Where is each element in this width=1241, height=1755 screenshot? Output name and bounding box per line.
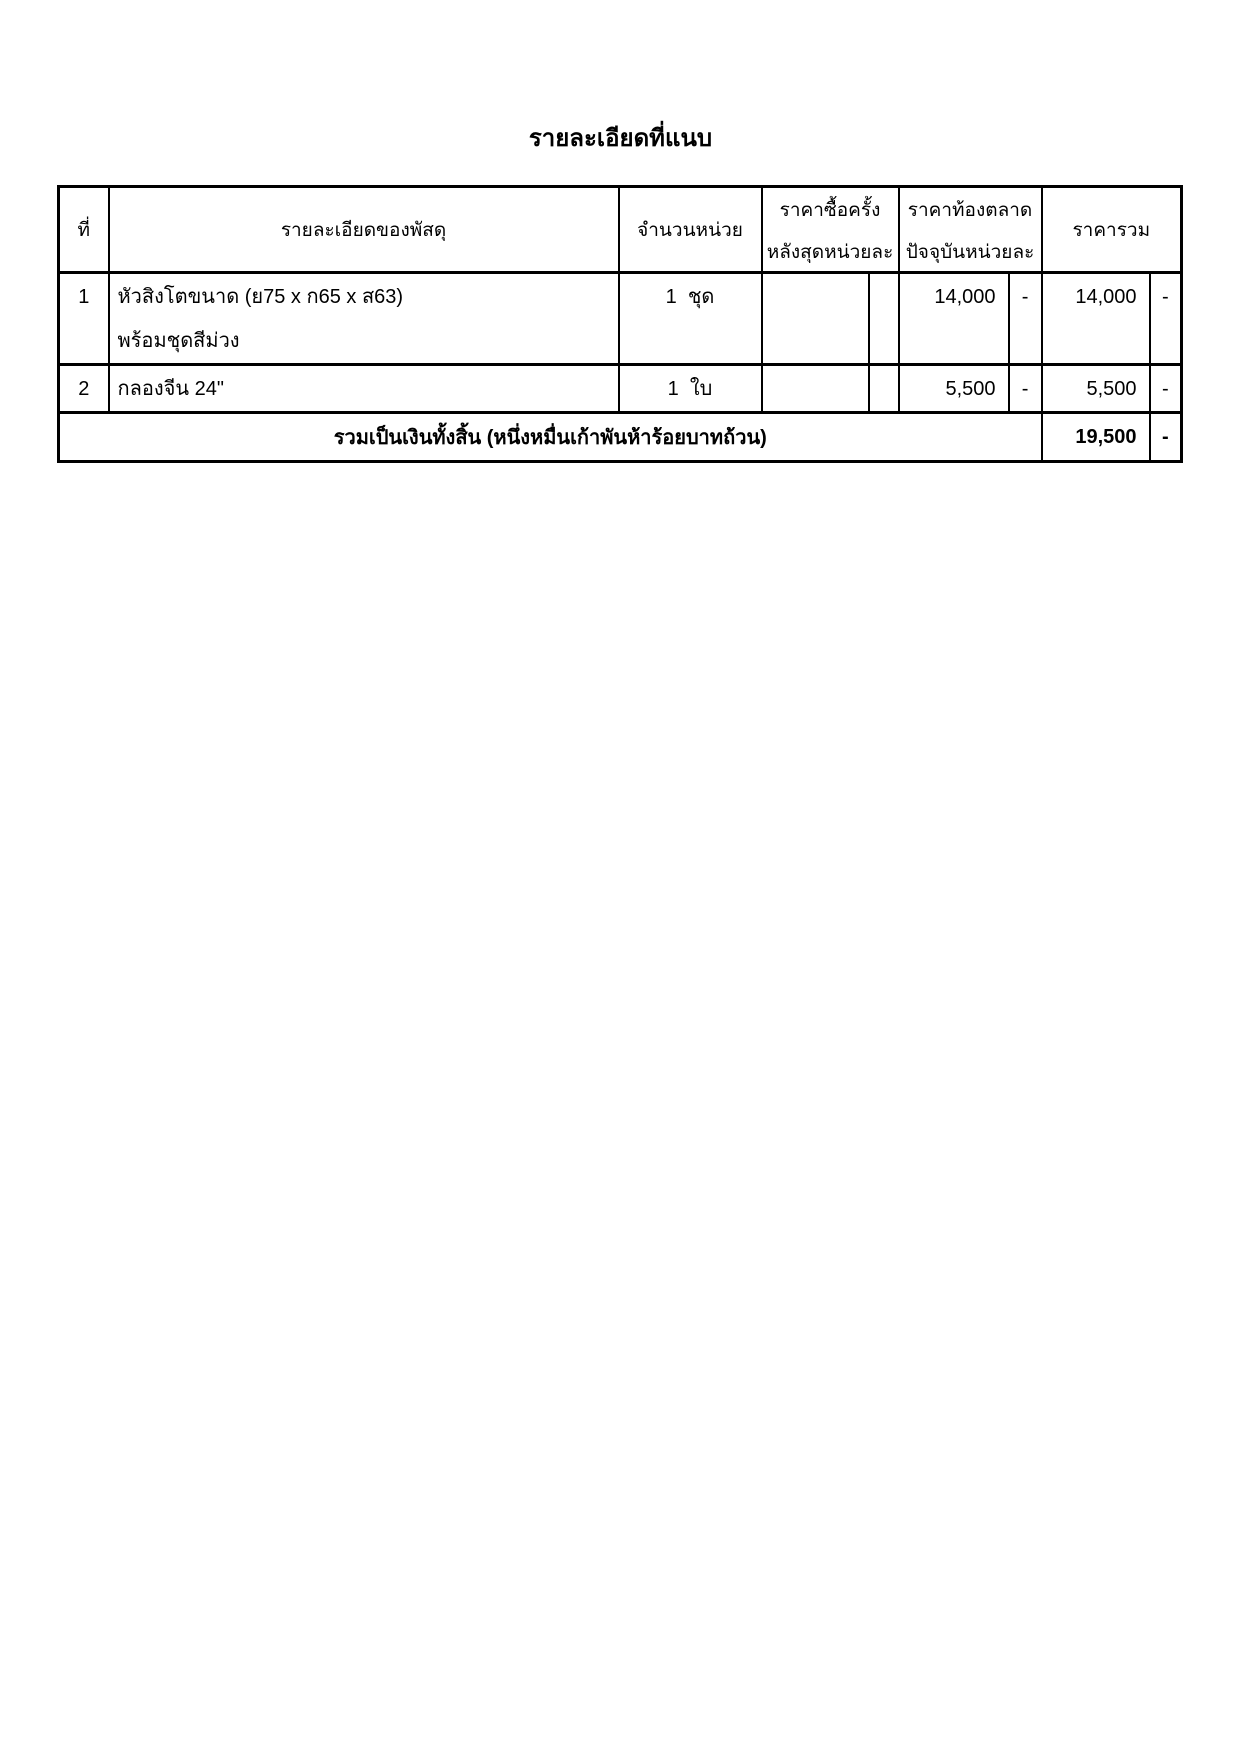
summary-label-cell: รวมเป็นเงินทั้งสิ้น (หนึ่งหมื่นเก้าพันห้าร้อยบาทถ้วน)	[59, 413, 1042, 462]
header-last-purchase-price	[762, 187, 899, 273]
last-purchase-satang-cell	[869, 365, 899, 413]
row-quantity-cell: 1 ใบ	[619, 365, 762, 413]
header-quantity: จำนวนหน่วย	[619, 187, 762, 273]
last-purchase-baht-cell	[762, 273, 869, 365]
market-baht-cell: 14,000	[899, 273, 1009, 365]
total-satang-cell: -	[1150, 273, 1182, 365]
last-purchase-satang-cell	[869, 273, 899, 365]
header-market-price	[899, 187, 1042, 273]
materials-table	[57, 185, 1183, 463]
market-satang-cell: -	[1009, 273, 1042, 365]
total-baht-cell: 5,500	[1042, 365, 1150, 413]
header-description: รายละเอียดของพัสดุ	[109, 187, 619, 273]
header-no: ที่	[59, 187, 109, 273]
header-last-purchase-price-lines	[763, 190, 898, 270]
header-last-purchase-line1: ราคาซื้อครั้ง	[779, 199, 881, 221]
header-last-purchase-line2: หลังสุดหน่วยละ	[766, 241, 894, 263]
description-line-1: กลองจีน 24"	[117, 378, 224, 400]
row-no-cell: 2	[59, 365, 109, 413]
header-market-line1: ราคาท้องตลาด	[907, 199, 1033, 221]
market-satang-cell: -	[1009, 365, 1042, 413]
row-description-cell	[109, 365, 619, 413]
total-satang-cell: -	[1150, 365, 1182, 413]
header-market-line2: ปัจจุบันหน่วยละ	[905, 241, 1035, 263]
summary-row	[59, 413, 1182, 462]
summary-total-baht-cell: 19,500	[1042, 413, 1150, 462]
total-baht-cell: 14,000	[1042, 273, 1150, 365]
table-row	[59, 273, 1182, 365]
table-header-row	[59, 187, 1182, 273]
description-line-2: พร้อมชุดสีม่วง	[117, 330, 240, 352]
description-line-1: หัวสิงโตขนาด (ย75 x ก65 x ส63)	[117, 286, 404, 308]
row-quantity-cell: 1 ชุด	[619, 273, 762, 365]
page-title: รายละเอียดที่แนบ	[528, 125, 713, 152]
header-market-price-lines	[900, 190, 1041, 270]
summary-total-satang-cell: -	[1150, 413, 1182, 462]
row-description-cell	[109, 273, 619, 365]
row-no-cell: 1	[59, 273, 109, 365]
market-baht-cell: 5,500	[899, 365, 1009, 413]
last-purchase-baht-cell	[762, 365, 869, 413]
table-row	[59, 365, 1182, 413]
header-total-price: ราคารวม	[1042, 187, 1182, 273]
